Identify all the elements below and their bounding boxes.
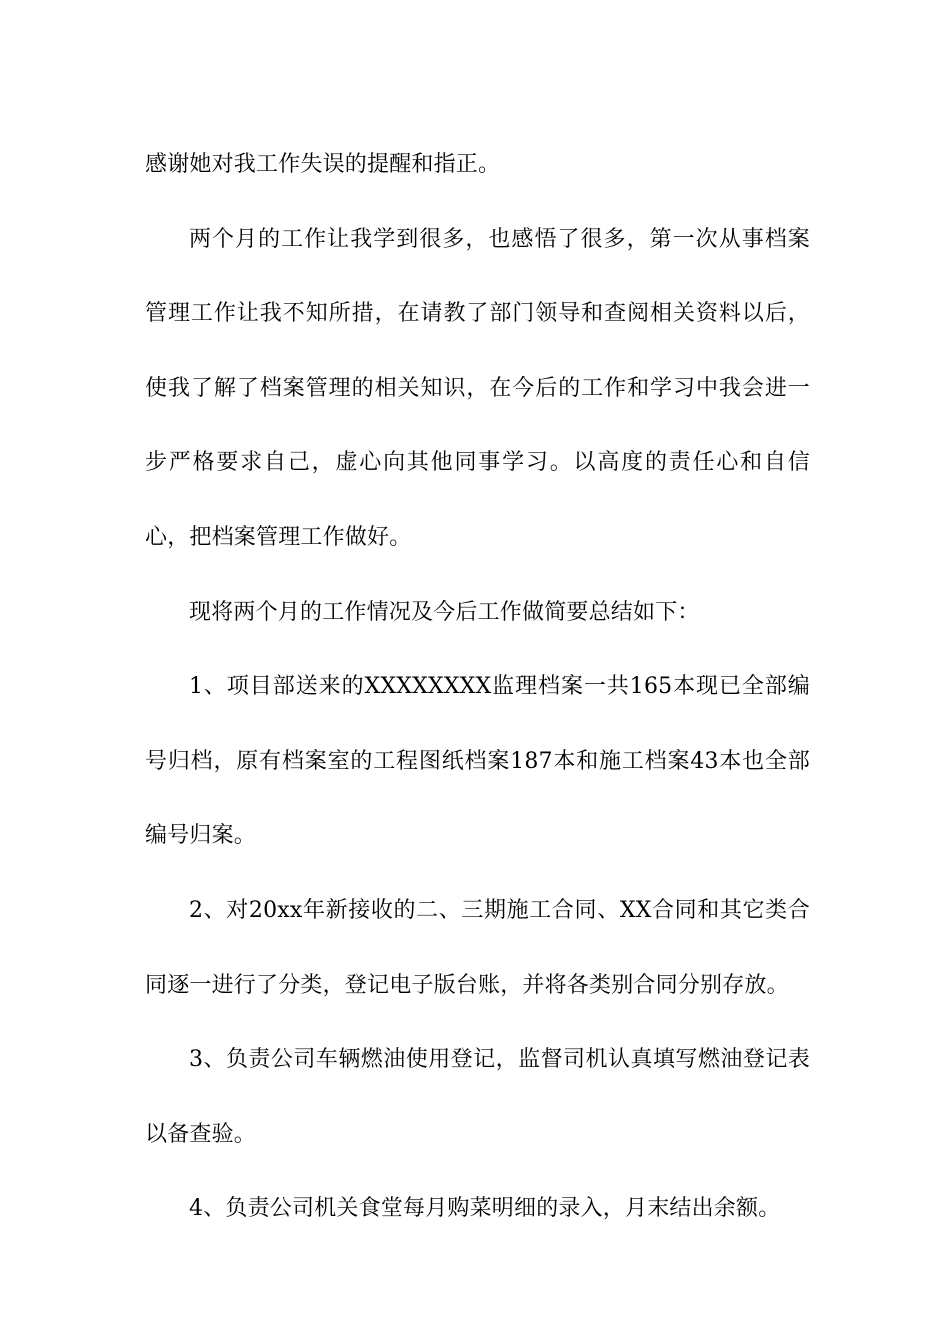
paragraph-summary-intro: 现将两个月的工作情况及今后工作做简要总结如下： bbox=[189, 599, 700, 625]
paragraph-item-1: 1、项目部送来的XXXXXXXX监理档案一共165本现已全部编号归档，原有档案室的工程图纸档案187本和施工档案43本也全部编号归案。 bbox=[145, 674, 810, 849]
paragraph-reflection: 两个月的工作让我学到很多，也感悟了很多，第一次从事档案管理工作让我不知所措，在请教了部门领导和查阅相关资料以后，使我了解了档案管理的相关知识，在今后的工作和学习中我会进一步严格要求自己，虚心向其他同事学习。以高度的责任心和自信心，把档案管理工作做好。 bbox=[145, 226, 810, 550]
paragraph-item-3: 3、负责公司车辆燃油使用登记，监督司机认真填写燃油登记表以备查验。 bbox=[145, 1047, 810, 1147]
paragraph-item-2: 2、对20xx年新接收的二、三期施工合同、XX合同和其它类合同逐一进行了分类，登记电子版台账，并将各类别合同分别存放。 bbox=[145, 897, 810, 998]
paragraph-item-4: 4、负责公司机关食堂每月购菜明细的录入，月末结出余额。 bbox=[189, 1196, 781, 1222]
document-body bbox=[145, 128, 810, 1247]
paragraph-continuation: 感谢她对我工作失误的提醒和指正。 bbox=[145, 152, 501, 177]
